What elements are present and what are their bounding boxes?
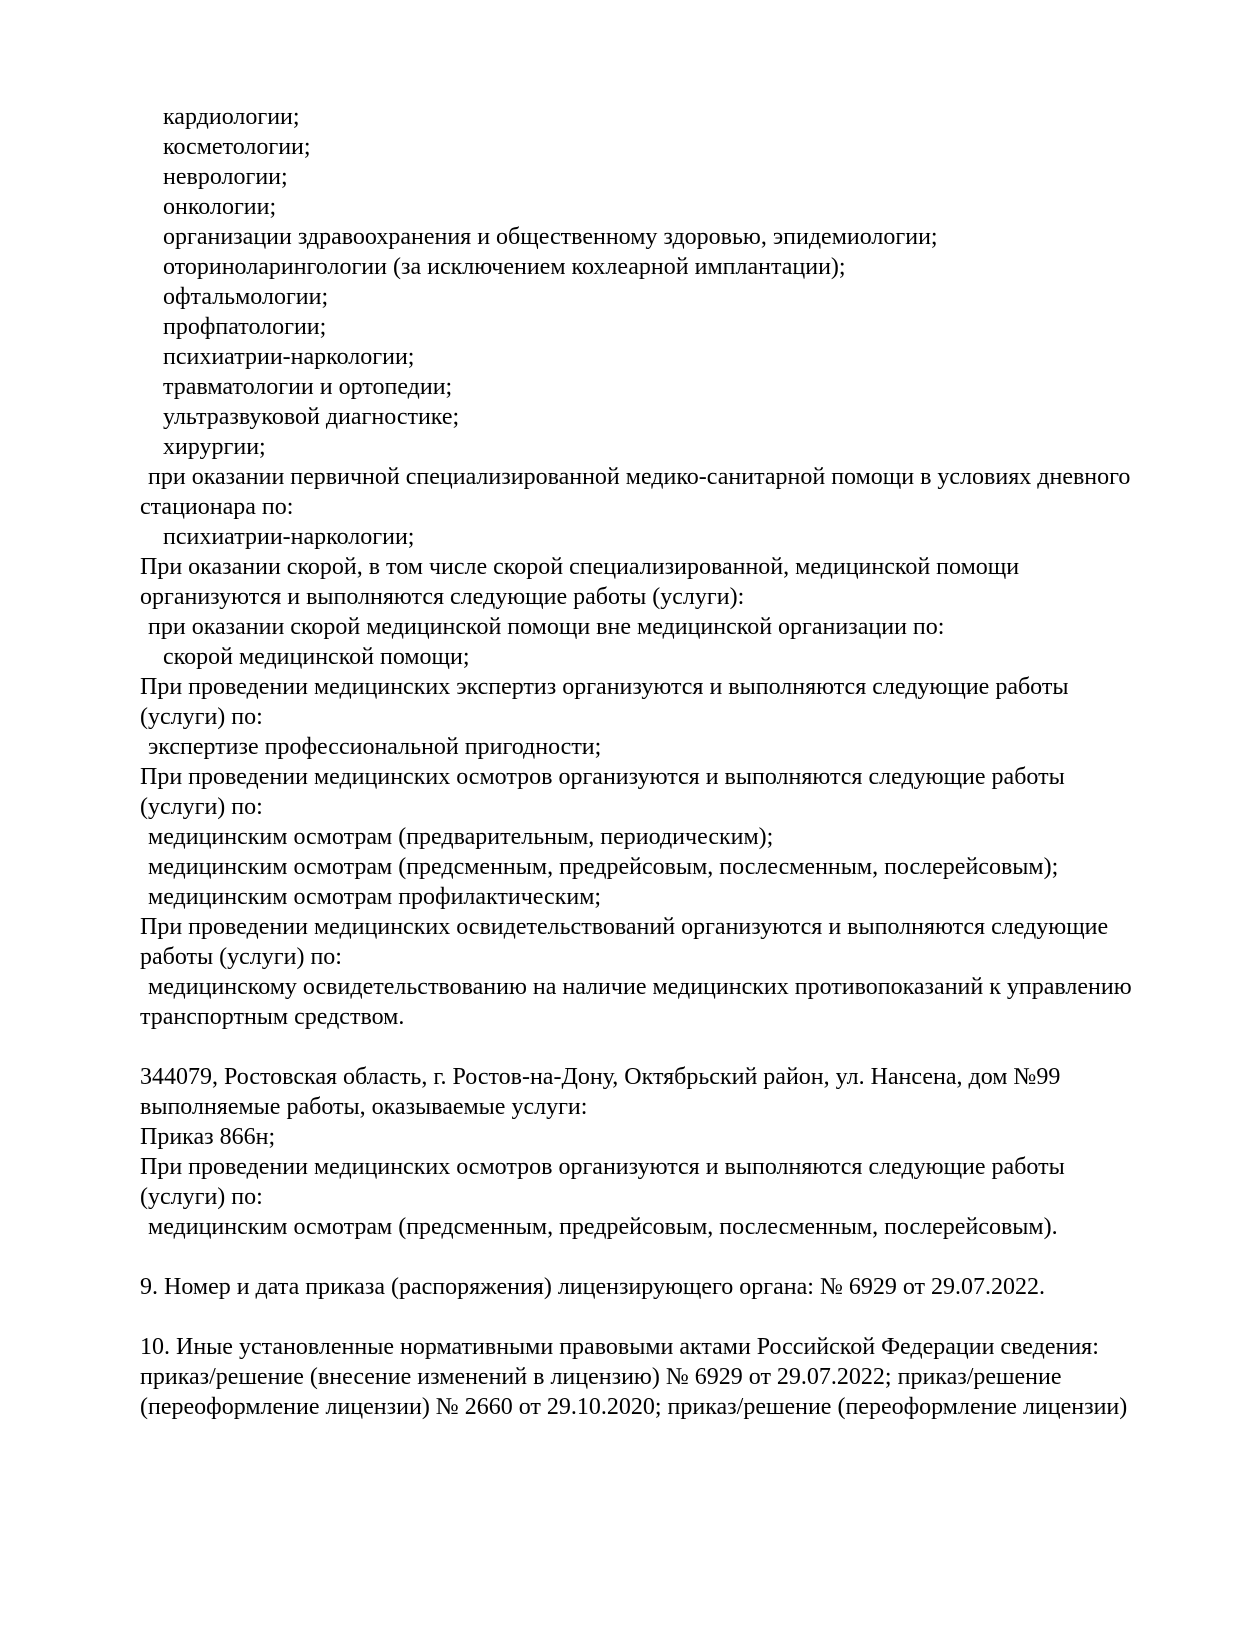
text-line: При проведении медицинских освидетельствований организуются и выполняются следующие bbox=[140, 914, 1109, 940]
text-line: (услуги) по: bbox=[140, 704, 263, 730]
text-line: при оказании первичной специализированной медико-санитарной помощи в условиях дневного bbox=[148, 464, 1131, 490]
blank-line bbox=[140, 1302, 1122, 1332]
text-line: при оказании скорой медицинской помощи вне медицинской организации по: bbox=[148, 614, 945, 640]
text-line: кардиологии; bbox=[163, 104, 300, 130]
text-line: (переоформление лицензии) № 2660 от 29.10.2020; приказ/решение (переоформление лицензии) bbox=[140, 1394, 1128, 1420]
text-line: медицинским осмотрам (предварительным, периодическим); bbox=[148, 824, 774, 850]
text-line: неврологии; bbox=[163, 164, 288, 190]
blank-line bbox=[140, 1242, 1122, 1272]
text-line: офтальмологии; bbox=[163, 284, 329, 310]
text-line: медицинскому освидетельствованию на наличие медицинских противопоказаний к управлению bbox=[148, 974, 1132, 1000]
text-line: организуются и выполняются следующие работы (услуги): bbox=[140, 584, 745, 610]
text-line: ультразвуковой диагностике; bbox=[163, 404, 460, 430]
text-line: Приказ 866н; bbox=[140, 1124, 276, 1150]
text-line: работы (услуги) по: bbox=[140, 944, 342, 970]
text-line: медицинским осмотрам (предсменным, предрейсовым, послесменным, послерейсовым); bbox=[148, 854, 1059, 880]
text-line: хирургии; bbox=[163, 434, 266, 460]
document-text-block bbox=[140, 102, 1132, 1422]
text-line: медицинским осмотрам профилактическим; bbox=[148, 884, 602, 910]
text-line: организации здравоохранения и общественному здоровью, эпидемиологии; bbox=[163, 224, 938, 250]
text-line: оториноларингологии (за исключением кохлеарной имплантации); bbox=[163, 254, 846, 280]
text-line: онкологии; bbox=[163, 194, 277, 220]
text-line: травматологии и ортопедии; bbox=[163, 374, 453, 400]
text-line: выполняемые работы, оказываемые услуги: bbox=[140, 1094, 588, 1120]
text-line: стационара по: bbox=[140, 494, 294, 520]
text-line: При проведении медицинских экспертиз организуются и выполняются следующие работы bbox=[140, 674, 1069, 700]
text-line: (услуги) по: bbox=[140, 794, 263, 820]
text-line: транспортным средством. bbox=[140, 1004, 405, 1030]
text-line: медицинским осмотрам (предсменным, предрейсовым, послесменным, послерейсовым). bbox=[148, 1214, 1058, 1240]
text-line: экспертизе профессиональной пригодности; bbox=[148, 734, 602, 760]
text-line: профпатологии; bbox=[163, 314, 327, 340]
text-line: 10. Иные установленные нормативными правовыми актами Российской Федерации сведения: bbox=[140, 1334, 1099, 1360]
text-line: (услуги) по: bbox=[140, 1184, 263, 1210]
text-line: приказ/решение (внесение изменений в лицензию) № 6929 от 29.07.2022; приказ/решение bbox=[140, 1364, 1062, 1390]
text-line: 344079, Ростовская область, г. Ростов-на-Дону, Октябрьский район, ул. Нансена, дом №99 bbox=[140, 1064, 1061, 1090]
text-line: косметологии; bbox=[163, 134, 311, 160]
text-line: психиатрии-наркологии; bbox=[163, 344, 415, 370]
blank-line bbox=[140, 1032, 1122, 1062]
text-line: При проведении медицинских осмотров организуются и выполняются следующие работы bbox=[140, 1154, 1065, 1180]
text-line: При оказании скорой, в том числе скорой специализированной, медицинской помощи bbox=[140, 554, 1020, 580]
text-line: При проведении медицинских осмотров организуются и выполняются следующие работы bbox=[140, 764, 1065, 790]
text-line: 9. Номер и дата приказа (распоряжения) лицензирующего органа: № 6929 от 29.07.2022. bbox=[140, 1274, 1046, 1300]
text-line: психиатрии-наркологии; bbox=[163, 524, 415, 550]
text-line: скорой медицинской помощи; bbox=[163, 644, 470, 670]
